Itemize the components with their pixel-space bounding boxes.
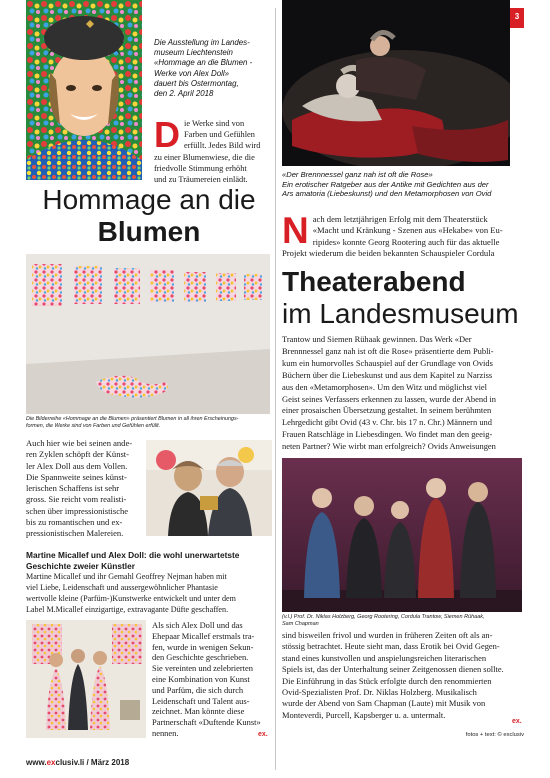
paragraph-artist: Auch hier wie bei seinen ande- ren Zyklen schöpft der Künst- ler Alex Doll aus dem Vollen. Die Spannweite seines künst- lerischen Schaffens ist sehr gross. Sie reicht vom realisti- schen über impressionistische bis zu romantischen und ex- pressionistischen Malereien. <box>26 438 133 539</box>
theater-intro: N ach dem letztjährigen Erfolg mit dem Theaterstück «Macht und Kränkung - Szenen aus «Hekabe» von Eu- ripides» konnte Georg Rootering auch für das aktuelle Projekt wiederum die beiden bekannten Schauspieler Cordula <box>282 210 503 259</box>
theater-title: Theaterabend im Landesmuseum <box>282 266 519 329</box>
signoff-right: ex. <box>512 718 522 725</box>
subheading: Martine Micallef und Alex Doll: die wohl unerwartetste Geschichte zweier Künstler <box>26 550 240 571</box>
group-photo <box>282 458 522 612</box>
signoff-left: ex. <box>258 731 268 738</box>
exhibition-caption: Die Ausstellung im Landes- museum Liechtenstein «Hommage an die Blumen - Werke von Alex Doll» dauert bis Ostermontag, den 2. April 2018 <box>154 38 253 99</box>
intro-paragraph: D ie Werke sind von Farben und Gefühlen erfüllt. Jedes Bild wird zu einer Blumenwiese, die die friedvolle Stimmung erhöht und zu Träumereien einlädt. <box>154 114 261 185</box>
group-caption: (v.l.) Prof. Dr. Niklas Holzberg, Georg Rootering, Cordula Trantow, Siemen Rühaak, Sam Chapman <box>282 614 485 627</box>
footer-url: www.exclusiv.li / März 2018 <box>26 758 130 767</box>
column-divider <box>275 8 276 770</box>
stage-caption: «Der Brennnessel ganz nah ist oft die Rose» Ein erotischer Ratgeber aus der Antike mit Gedichten aus der Ars amatoria (Liebeskunst) und den Metamorphosen von Ovid <box>282 170 492 199</box>
theater-paragraph-2: sind bisweilen frivol und wurden in früheren Zeiten oft als an- stössig betrachtet. Heute sieht man, dass Erotik bei Ovid Gegen- stand eines kunstvollen und anspielungsreichen literarischen Spiels ist, das der Unterhaltung seiner Zeitgenossen dienen sollte. Die Einführung in das Stück erfolgte durch den renommierten Ovid-Spezialisten Prof. Dr. Niklas Holzberg. Musikalisch wurde der Abend von Sam Chapman (Laute) mit Musik von Monteverdi, Purcell, Kapsberger u. a. untermalt. <box>282 630 504 720</box>
page-number: 3 <box>514 12 520 21</box>
article-title: Hommage an die Blumen <box>42 184 256 247</box>
paragraph-encounter: Als sich Alex Doll und das Ehepaar Micallef erstmals tra- fen, wurde in wenigen Sekun- den Geschichte geschrieben. Sie vereinten und zelebrierten eine Kombination von Kunst und Parfüm, die sich durch Leidenschaft und Talent aus- zeichnet. Man könnte diese Partnerschaft «Duftende Kunst» nennen. <box>152 620 261 738</box>
drop-cap-theater: N <box>282 210 309 251</box>
gallery-caption: Die Bilderreihe «Hommage an die Blumen» präsentiert Blumen in all ihren Erscheinungs- formen, die Werke sind von Farben und Gefühlen erfüllt. <box>26 416 239 429</box>
gallery-photo <box>26 254 270 414</box>
portrait-photo <box>26 0 142 180</box>
couple-photo <box>146 440 272 536</box>
stage-photo <box>282 0 510 166</box>
photo-credits: fotos + text: © exclusiv <box>465 732 524 738</box>
theater-paragraph: Trantow und Siemen Rühaak gewinnen. Das Werk «Der Brennnessel ganz nah ist oft die Rose» präsentierte dem Publi- kum ein humorvolles Schauspiel auf der Grundlage von Ovids Büchern über die Liebeskunst und aus dem Kapitel zu Narziss aus den «Metamorphosen». Um den Witz und möglichst viel Geist seines Verfassers erkennen zu lassen, wurde der Abend in einer prosaischen Übersetzung gestaltet. In seinem berühmten Lehrgedicht gibt Ovid (43 v. Chr. bis 17 n. Chr.) Männern und Frauen Ratschläge in Liebesdingen. Wo findet man den geeig- neten Partner? Wie wirbt man erfolgreich? Ovids Anweisungen <box>282 334 496 452</box>
drop-cap: D <box>154 114 180 155</box>
paragraph-micallef: Martine Micallef und ihr Gemahl Geoffrey Nejman haben mit viel Liebe, Leidenschaft und aussergewöhnlicher Phantasie wertvolle kleine (Parfüm-)Kunstwerke entwickelt und unter dem Label M.Micallef einzigartige, extravagante Düfte geschaffen. <box>26 572 236 614</box>
perfume-photo <box>26 620 146 738</box>
